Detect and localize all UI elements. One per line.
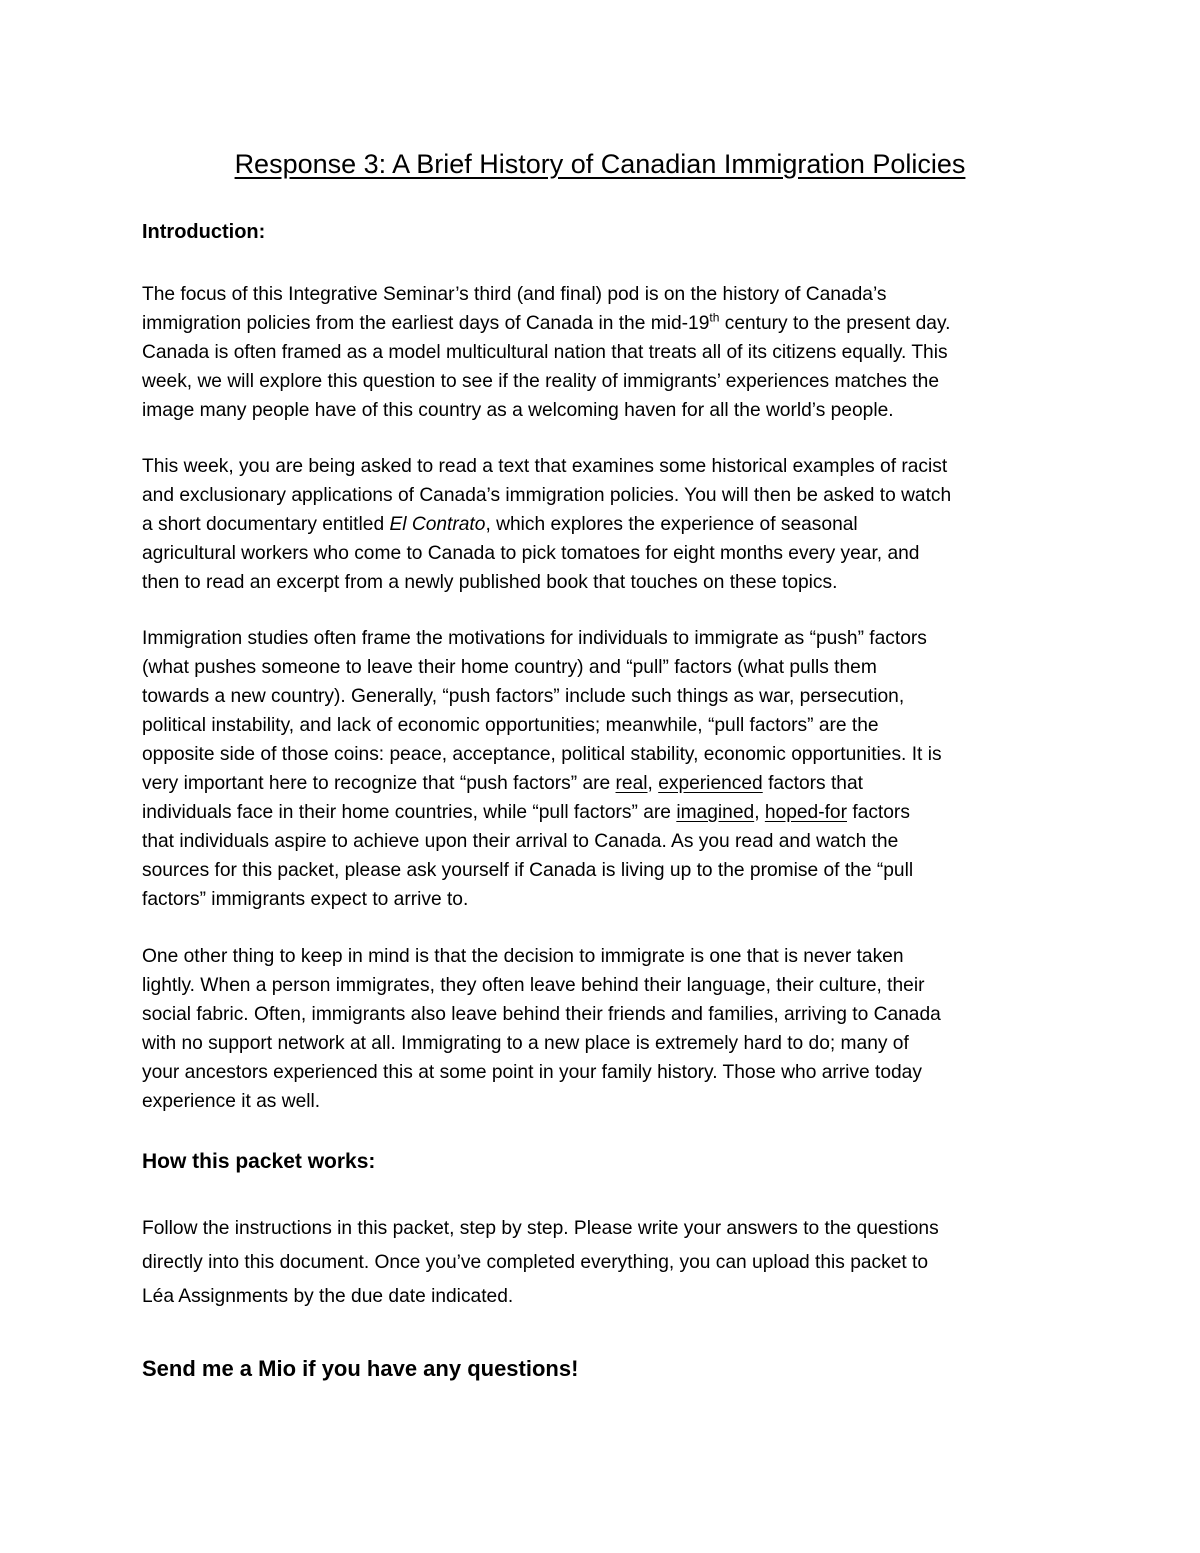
text-line: experience it as well. <box>142 1091 321 1112</box>
text-line: political instability, and lack of economic opportunities; meanwhile, “pull factors” are the <box>142 715 879 736</box>
text-run: , <box>647 773 659 794</box>
text-line <box>142 309 1062 338</box>
text-line: sources for this packet, please ask yourself if Canada is living up to the promise of the “pull <box>142 860 914 881</box>
text-line: One other thing to keep in mind is that the decision to immigrate is one that is never taken <box>142 946 904 967</box>
introduction-heading: Introduction: <box>142 221 266 243</box>
underlined-word-experienced: experienced <box>658 773 763 794</box>
text-line: opposite side of those coins: peace, acceptance, political stability, economic opportunities. It is <box>142 744 942 765</box>
text-line: agricultural workers who come to Canada to pick tomatoes for eight months every year, and <box>142 543 920 564</box>
text-line: and exclusionary applications of Canada’s immigration policies. You will then be asked to watch <box>142 485 952 506</box>
intro-paragraph-1 <box>142 280 1062 425</box>
text-line <box>142 769 1062 798</box>
underlined-word-real: real <box>615 773 648 794</box>
text-line: Léa Assignments by the due date indicated. <box>142 1286 514 1307</box>
text-line: factors” immigrants expect to arrive to. <box>142 889 469 910</box>
text-line: Follow the instructions in this packet, step by step. Please write your answers to the questions <box>142 1218 939 1239</box>
intro-paragraph-3 <box>142 624 1062 914</box>
text-line <box>142 798 1062 827</box>
text-line: This week, you are being asked to read a text that examines some historical examples of racist <box>142 456 948 477</box>
packet-instructions-paragraph <box>142 1212 1062 1314</box>
text-line <box>142 510 1062 539</box>
text-line: lightly. When a person immigrates, they often leave behind their language, their culture, their <box>142 975 925 996</box>
text-run: factors <box>847 802 910 823</box>
text-run: factors that <box>762 773 863 794</box>
packet-heading: How this packet works: <box>142 1150 376 1173</box>
text-run: immigration policies from the earliest days of Canada in the mid-19 <box>142 313 710 334</box>
superscript-th: th <box>709 310 720 325</box>
text-line: towards a new country). Generally, “push factors” include such things as war, persecution, <box>142 686 905 707</box>
text-run: individuals face in their home countries, while “pull factors” are <box>142 802 677 823</box>
intro-paragraph-2 <box>142 452 1062 597</box>
text-line: directly into this document. Once you’ve completed everything, you can upload this packet to <box>142 1252 929 1273</box>
text-line: social fabric. Often, immigrants also leave behind their friends and families, arriving to Canada <box>142 1004 941 1025</box>
text-line: with no support network at all. Immigrating to a new place is extremely hard to do; many of <box>142 1033 909 1054</box>
underlined-word-hoped-for: hoped-for <box>764 802 847 823</box>
text-line: week, we will explore this question to see if the reality of immigrants’ experiences matches the <box>142 371 940 392</box>
text-line: then to read an excerpt from a newly published book that touches on these topics. <box>142 572 838 593</box>
text-run: century to the present day. <box>719 313 951 334</box>
text-run: , which explores the experience of seasonal <box>485 514 858 535</box>
text-line: Canada is often framed as a model multicultural nation that treats all of its citizens equally. This <box>142 342 948 363</box>
text-line: your ancestors experienced this at some point in your family history. Those who arrive today <box>142 1062 922 1083</box>
documentary-title-italic: El Contrato <box>389 514 486 535</box>
document-title: Response 3: A Brief History of Canadian Immigration Policies <box>234 149 966 179</box>
text-run: , <box>754 802 765 823</box>
text-line: that individuals aspire to achieve upon their arrival to Canada. As you read and watch the <box>142 831 899 852</box>
closing-note: Send me a Mio if you have any questions! <box>142 1356 579 1381</box>
underlined-word-imagined: imagined <box>676 802 755 823</box>
text-run: a short documentary entitled <box>142 514 390 535</box>
text-line: The focus of this Integrative Seminar’s third (and final) pod is on the history of Canada’s <box>142 284 887 305</box>
text-line: Immigration studies often frame the motivations for individuals to immigrate as “push” factors <box>142 628 927 649</box>
text-line: image many people have of this country as a welcoming haven for all the world’s people. <box>142 400 894 421</box>
text-run: very important here to recognize that “push factors” are <box>142 773 616 794</box>
intro-paragraph-4 <box>142 942 1062 1116</box>
text-line: (what pushes someone to leave their home country) and “pull” factors (what pulls them <box>142 657 877 678</box>
